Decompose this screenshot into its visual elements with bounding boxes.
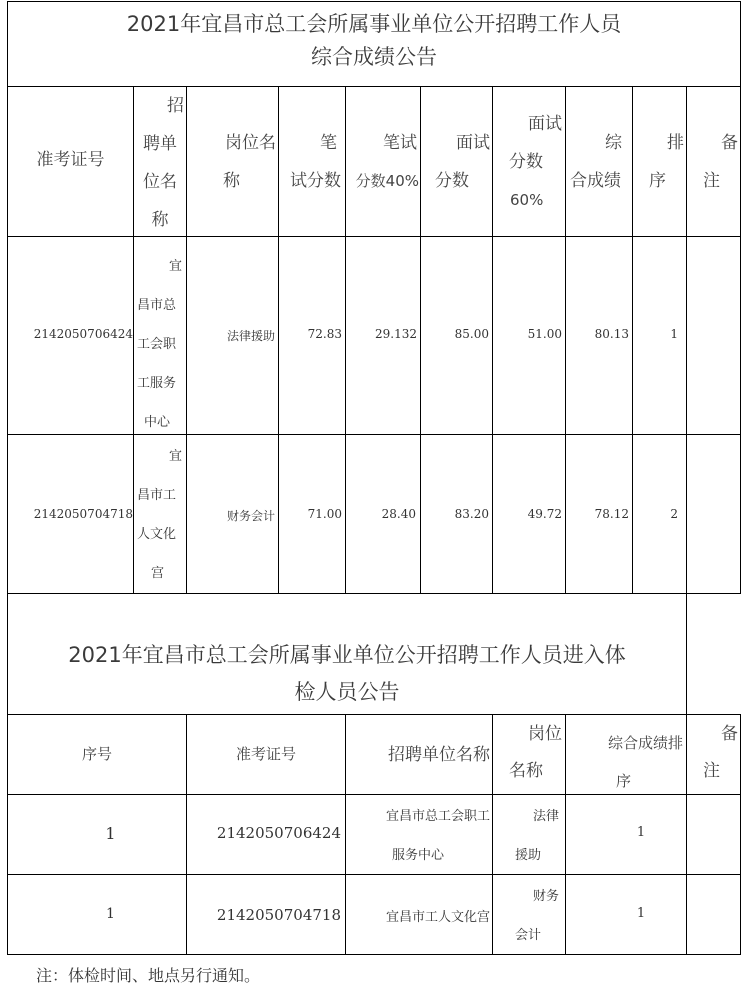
- cell-rank: 2: [670, 507, 678, 521]
- cell-written: 72.83: [307, 327, 342, 341]
- table-row: [0, 435, 741, 593]
- header-written40-line: 分数40%: [355, 172, 419, 190]
- header-written-line: 笔: [320, 133, 337, 153]
- cell-written40: 29.132: [375, 327, 417, 341]
- table2-border-bottom: [7, 954, 741, 955]
- cell-unit-line: 昌市总: [137, 298, 177, 313]
- header-seq: 序号: [81, 745, 112, 763]
- cell-position-line: 财务: [532, 889, 559, 904]
- cell-interview: 85.00: [454, 327, 489, 341]
- header-position-line: 名称: [509, 761, 543, 781]
- cell-rank: 1: [636, 906, 646, 921]
- cell-exam-id: 2142050704718: [33, 507, 133, 521]
- header-remark-line: 备: [721, 133, 738, 153]
- table2-title-line1: 2021年宜昌市总工会所属事业单位公开招聘工作人员进入体: [68, 643, 626, 667]
- header-unit: [134, 87, 186, 239]
- header-rank-line: 综合成绩排: [607, 734, 683, 752]
- header-remark-line: 注: [703, 761, 720, 781]
- table1-title: [8, 8, 740, 74]
- cell-total: 80.13: [594, 327, 629, 341]
- header-rank: [566, 724, 686, 800]
- table-row: [0, 795, 741, 874]
- header-rank-line: 排: [667, 133, 684, 153]
- header-interview-line: 面试: [456, 133, 490, 153]
- cell-interview60: 49.72: [527, 507, 562, 521]
- cell-position-line: 援助: [515, 848, 542, 863]
- cell-unit: [346, 797, 492, 875]
- cell-exam-id: 2142050706424: [33, 327, 133, 341]
- cell-unit-line: 服务中心: [392, 848, 445, 863]
- header-remark: [687, 124, 740, 200]
- cell-total: 78.12: [594, 507, 629, 521]
- cell-interview60: 51.00: [527, 327, 562, 341]
- header-interview60-line: 分数: [509, 152, 543, 172]
- header-total-line: 合成绩: [570, 171, 621, 191]
- cell-unit-line: 昌市工: [137, 488, 177, 503]
- cell-position: [493, 877, 565, 955]
- header-rank-line: 序: [616, 772, 632, 790]
- cell-position: 财务会计: [226, 509, 275, 523]
- cell-unit-line: 工服务: [137, 376, 177, 391]
- cell-written: 71.00: [307, 507, 342, 521]
- cell-seq: 1: [105, 824, 116, 843]
- cell-unit-line: 宜昌市总工会职工: [385, 809, 490, 824]
- cell-unit-line: 工会职: [137, 337, 177, 352]
- header-exam-id-label: 准考证号: [36, 150, 105, 170]
- header-rank-line: 序: [649, 171, 666, 191]
- header-total: [566, 124, 632, 200]
- cell-position: [493, 797, 565, 875]
- header-position-line: 称: [223, 171, 240, 191]
- header-unit-line: 称: [151, 210, 169, 230]
- header-exam-id: [8, 141, 133, 179]
- cell-seq: 1: [106, 906, 115, 922]
- header-written40: [346, 124, 420, 200]
- cell-position-line: 法律: [532, 809, 559, 824]
- table1-border-top: [7, 1, 741, 2]
- table2-border-title-right: [686, 593, 687, 715]
- cell-unit-line: 宫: [151, 566, 165, 581]
- cell-written40: 28.40: [381, 507, 416, 521]
- header-unit-line: 招: [167, 96, 184, 116]
- header-interview60-line: 60%: [510, 191, 544, 209]
- cell-unit-line: 中心: [144, 415, 171, 430]
- cell-interview: 83.20: [454, 507, 489, 521]
- cell-rank: 1: [670, 327, 678, 341]
- cell-rank: 1: [636, 825, 646, 840]
- cell-position-line: 会计: [515, 928, 542, 943]
- table1-title-line1: 2021年宜昌市总工会所属事业单位公开招聘工作人员: [126, 12, 622, 36]
- header-remark-line: 注: [703, 171, 720, 191]
- header-written: [279, 124, 345, 200]
- cell-unit-line: 宜: [168, 449, 182, 464]
- header-remark-line: 备: [721, 724, 738, 744]
- header-position-line: 岗位名: [225, 133, 276, 153]
- table2-title: [8, 637, 686, 711]
- cell-exam-id: 2142050704718: [216, 906, 341, 924]
- header-unit-line: 位名: [143, 172, 177, 192]
- table1-border-title-bottom: [7, 86, 741, 87]
- header-written40-line: 笔试: [383, 133, 417, 153]
- table1-title-line2: 综合成绩公告: [311, 45, 437, 69]
- cell-unit: [134, 247, 186, 442]
- table-row: [0, 875, 741, 954]
- table1-border-row2-bottom: [7, 593, 741, 594]
- header-position-line: 岗位: [528, 724, 562, 744]
- table-row: [0, 237, 741, 434]
- cell-unit: [134, 437, 186, 593]
- header-interview60: [493, 105, 565, 219]
- header-unit: 招聘单位名称: [388, 745, 490, 765]
- cell-unit: [346, 906, 492, 925]
- cell-exam-id: 2142050706424: [216, 824, 341, 842]
- header-total-line: 综: [605, 133, 622, 153]
- cell-unit-line: 宜昌市工人文化宫: [385, 910, 490, 925]
- cell-position: 法律援助: [226, 329, 275, 343]
- header-unit-line: 聘单: [143, 134, 177, 154]
- header-rank: [633, 124, 686, 200]
- header-written-line: 试分数: [290, 171, 341, 191]
- header-interview: [421, 124, 492, 200]
- cell-unit-line: 人文化: [137, 527, 177, 542]
- table2-border-title-bottom: [7, 714, 741, 715]
- header-remark: [687, 716, 740, 790]
- table2-title-line2: 检人员公告: [294, 680, 400, 704]
- header-position: [187, 124, 278, 200]
- header-exam-id: 准考证号: [235, 745, 296, 763]
- header-interview60-line: 面试: [528, 114, 562, 134]
- footnote: 注：体检时间、地点另行通知。: [36, 966, 261, 985]
- cell-unit-line: 宜: [168, 259, 182, 274]
- header-interview-line: 分数: [435, 171, 469, 191]
- header-position: [493, 716, 565, 790]
